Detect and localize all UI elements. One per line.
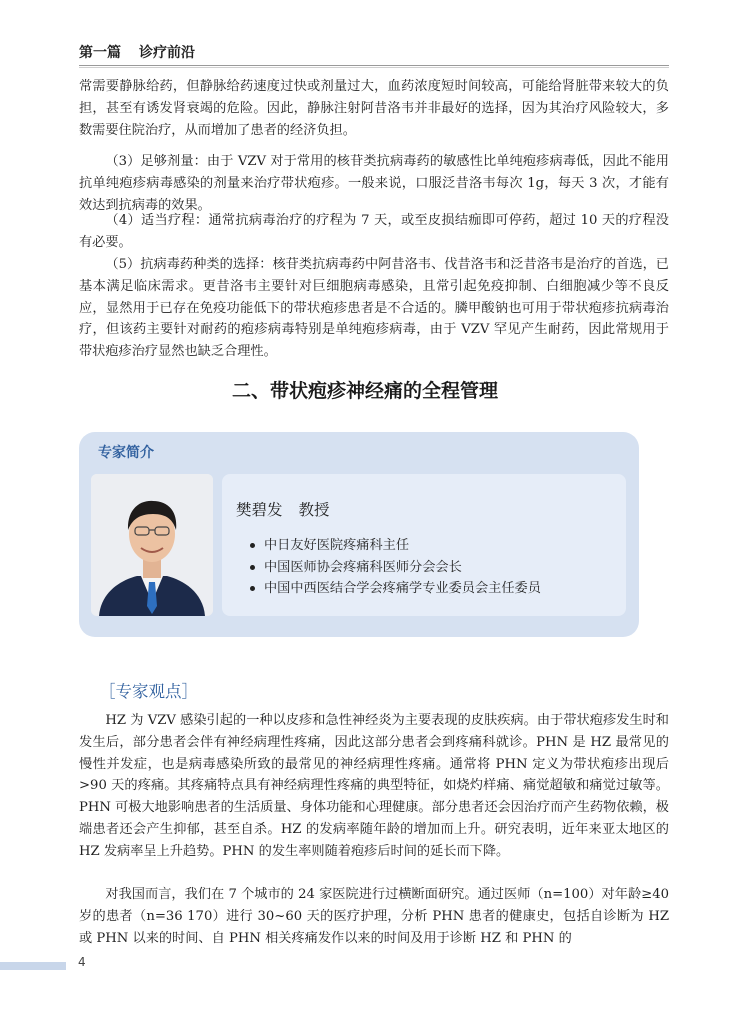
expert-role: 中日友好医院疼痛科主任 — [248, 535, 541, 557]
portrait-illustration — [91, 474, 213, 616]
paragraph-china-study: 对我国而言，我们在 7 个城市的 24 家医院进行过横断面研究。通过医师（n=100）对年龄≥40 岁的患者（n=36 170）进行 30~60 天的医疗护理，分析 PHN 患者的健康史，包括自诊断为 HZ 或 PHN 以来的时间、自 PHN 相关疼痛发作以来的时间及用于诊断 HZ 和 PHN 的 — [79, 887, 669, 946]
paragraph-course: （4）适当疗程：通常抗病毒治疗的疗程为 7 天，或至皮损结痂即可停药，超过 10 天的疗程没有必要。 — [79, 213, 669, 250]
header-rule-thin — [79, 67, 669, 68]
section-title: 二、带状疱疹神经痛的全程管理 — [231, 380, 498, 402]
footer-bar — [0, 962, 66, 970]
expert-photo — [91, 474, 213, 616]
viewpoint-heading: ［专家观点］ — [99, 682, 198, 701]
paragraph-dosage: （3）足够剂量：由于 VZV 对于常用的核苷类抗病毒药的敏感性比单纯疱疹病毒低，因此不能用抗单纯疱疹病毒感染的剂量来治疗带状疱疹。一般来说，口服泛昔洛韦每次 1g，每天 3 次，才能有效达到抗病毒的效果。 — [79, 154, 669, 213]
paragraph-drug-choice: （5）抗病毒药种类的选择：核苷类抗病毒药中阿昔洛韦、伐昔洛韦和泛昔洛韦是治疗的首选，已基本满足临床需求。更昔洛韦主要针对巨细胞病毒感染，且常引起免疫抑制、白细胞减少等不良反应，显然用于已存在免疫功能低下的带状疱疹患者是不合适的。膦甲酸钠也可用于带状疱疹抗病毒治疗，但该药主要针对耐药的疱疹病毒特别是单纯疱疹病毒，由于 VZV 罕见产生耐药，因此常规用于带状疱疹治疗显然也缺乏合理性。 — [79, 257, 669, 360]
page-header — [0, 0, 730, 68]
expert-role: 中国中西医结合学会疼痛学专业委员会主任委员 — [248, 578, 541, 600]
header-rule — [79, 65, 669, 66]
page-number: 4 — [78, 955, 86, 969]
expert-name: 樊碧发 — [236, 501, 283, 519]
expert-name-line — [236, 498, 330, 520]
header-part: 第一篇 — [79, 45, 121, 61]
expert-roles — [248, 535, 541, 600]
expert-card-title: 专家简介 — [98, 445, 154, 461]
running-head — [79, 42, 195, 62]
header-section: 诊疗前沿 — [139, 45, 195, 61]
paragraph-continued: 常需要静脉给药，但静脉给药速度过快或剂量过大，血药浓度短时间较高，可能给肾脏带来较大的负担，甚至有诱发肾衰竭的危险。因此，静脉注射阿昔洛韦并非最好的选择，因为其治疗风险较大，多数需要住院治疗，从而增加了患者的经济负担。 — [79, 79, 669, 138]
expert-title: 教授 — [298, 501, 330, 519]
expert-role: 中国医师协会疼痛科医师分会会长 — [248, 557, 541, 579]
paragraph-phn-intro: HZ 为 VZV 感染引起的一种以皮疹和急性神经炎为主要表现的皮肤疾病。由于带状疱疹发生时和发生后，部分患者会伴有神经病理性疼痛，因此这部分患者会到疼痛科就诊。PHN 是 HZ 最常见的慢性并发症，也是病毒感染所致的最常见的神经病理性疼痛。通常将 PHN 定义为带状疱疹出现后 >90 天的疼痛。其疼痛特点具有神经病理性疼痛的典型特征，如烧灼样痛、痛觉超敏和痛觉过敏等。PHN 可极大地影响患者的生活质量、身体功能和心理健康。部分患者还会因治疗而产生药物依赖，极端患者还会产生抑郁，甚至自杀。HZ 的发病率随年龄的增加而上升。研究表明，近年来亚太地区的 HZ 发病率呈上升趋势。PHN 的发生率则随着疱疹后时间的延长而下降。 — [79, 713, 669, 859]
